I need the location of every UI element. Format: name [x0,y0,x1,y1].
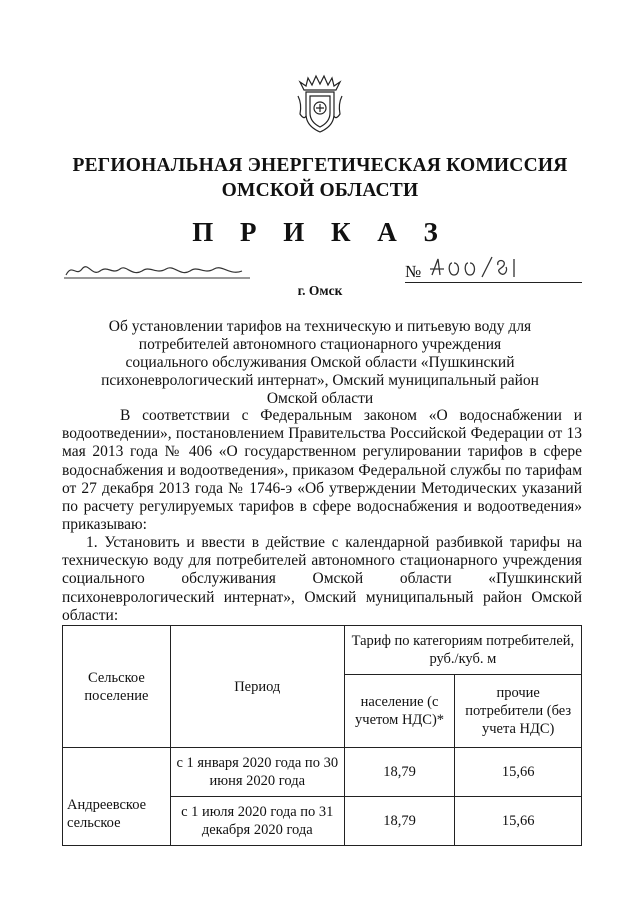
order-number-label: № [405,262,422,281]
city-label: г. Омск [297,283,343,298]
tariff-table [62,625,582,846]
population-tariff-cell: 18,79 [344,797,455,846]
handwritten-order-number [426,255,522,281]
settlement-cell [63,748,171,846]
period-cell: с 1 января 2020 года по 30 июня 2020 года [170,748,344,797]
organization-name-line2: ОМСКОЙ ОБЛАСТИ [221,180,419,201]
coat-of-arms-emblem [296,70,344,136]
document-type-title: П Р И К А З [192,217,448,247]
preamble-paragraph: В соответствии с Федеральным законом «О водоснабжении и водоотведении», постановлением Правительства Российской Федерации от 13 мая 2013 года № 406 «О государственном регулировании тарифов в сфере водоснабжения и водоотведения», приказом Федеральной службы по тарифам от 27 декабря 2013 года № 1746-э «Об утверждении Методических указаний по расчету регулируемых тарифов в сфере водоснабжения и водоотведения» приказываю: [62,407,582,534]
header-population: население (с учетом НДС)* [344,675,455,748]
population-tariff-cell: 18,79 [344,748,455,797]
settlement-name: Андреевское сельское [67,797,147,831]
header-period: Период [170,626,344,748]
period-cell: с 1 июля 2020 года по 31 декабря 2020 года [170,797,344,846]
organization-name-line1: РЕГИОНАЛЬНАЯ ЭНЕРГЕТИЧЕСКАЯ КОМИССИЯ [72,155,568,176]
clause-1-paragraph: 1. Установить и ввести в действие с календарной разбивкой тарифы на техническую воду для потребителей автономного стационарного учреждения социального обслуживания Омской области «Пушкинский психоневрологический интернат», Омский муниципальный район Омской области: [62,534,582,624]
header-other-consumers: прочие потребители (без учета НДС) [455,675,582,748]
handwritten-date [62,259,252,281]
other-tariff-cell: 15,66 [455,748,582,797]
order-subject: Об установлении тарифов на техническую и питьевую воду для потребителей автономного стационарного учреждения социального обслуживания Омской области «Пушкинский психоневрологический интернат», Омский муниципальный район Омской области [101,318,539,407]
header-settlement: Сельское поселение [63,626,171,748]
table-row [63,748,582,797]
table-header-row [63,626,582,675]
other-tariff-cell: 15,66 [455,797,582,846]
header-tariff-group: Тариф по категориям потребителей, руб./куб. м [344,626,581,675]
